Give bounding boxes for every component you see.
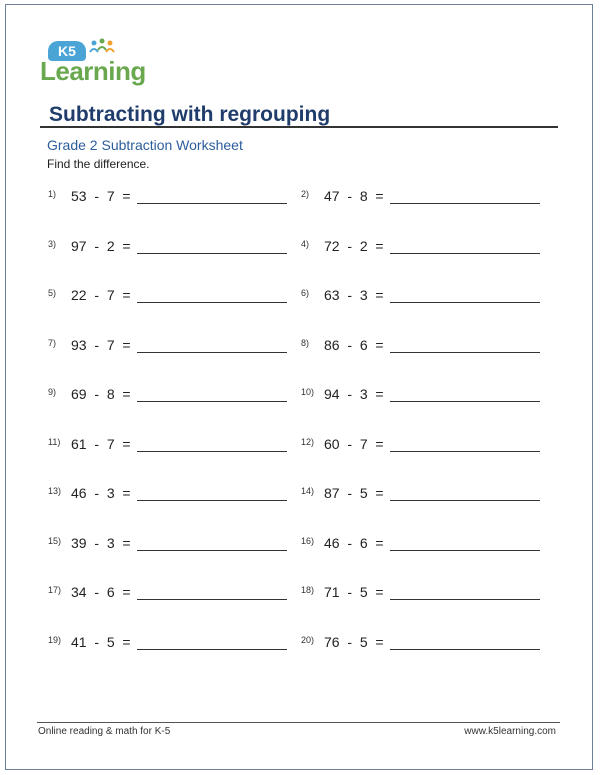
subtrahend: 2 <box>359 237 368 254</box>
equals-sign: = <box>114 336 131 353</box>
minus-sign: - <box>339 287 360 303</box>
problem-number: 4) <box>301 238 310 249</box>
problem-item <box>48 633 298 653</box>
answer-line[interactable] <box>390 203 540 204</box>
problem-number: 14) <box>301 486 315 496</box>
problem-expression <box>71 238 131 254</box>
problem-item <box>301 286 551 306</box>
minus-sign: - <box>86 287 107 303</box>
subtrahend: 3 <box>106 485 115 501</box>
minuend: 87 <box>324 485 340 501</box>
minuend: 41 <box>71 633 87 650</box>
minus-sign: - <box>86 435 107 452</box>
problem-number: 11) <box>48 436 61 447</box>
subtrahend: 5 <box>106 633 115 650</box>
subtrahend: 6 <box>359 336 368 353</box>
equals-sign: = <box>114 237 131 254</box>
equals-sign: = <box>114 633 131 650</box>
problem-expression <box>324 386 384 402</box>
problem-expression <box>71 287 131 303</box>
problem-expression <box>324 238 384 254</box>
minus-sign: - <box>339 584 360 600</box>
answer-line[interactable] <box>137 401 287 402</box>
equals-sign: = <box>114 584 131 600</box>
minuend: 72 <box>324 237 340 254</box>
minuend: 71 <box>324 584 340 600</box>
page-title: Subtracting with regrouping <box>49 103 331 126</box>
equals-sign: = <box>114 287 131 303</box>
minuend: 47 <box>324 188 340 204</box>
answer-line[interactable] <box>137 451 287 452</box>
answer-line[interactable] <box>137 649 287 650</box>
problem-number: 6) <box>301 288 310 298</box>
problem-expression <box>324 485 384 501</box>
minus-sign: - <box>339 633 360 650</box>
problem-expression <box>71 485 131 501</box>
equals-sign: = <box>114 534 131 551</box>
minus-sign: - <box>86 633 107 650</box>
answer-line[interactable] <box>137 599 287 600</box>
answer-line[interactable] <box>137 253 287 254</box>
equals-sign: = <box>367 336 384 353</box>
answer-line[interactable] <box>390 500 540 501</box>
problem-number: 13) <box>48 486 62 496</box>
equals-sign: = <box>114 386 131 402</box>
minuend: 22 <box>71 287 87 303</box>
minus-sign: - <box>339 336 360 353</box>
minuend: 97 <box>71 237 87 254</box>
problem-expression <box>71 337 131 353</box>
problem-number: 10) <box>301 387 315 397</box>
title-underline <box>40 126 558 128</box>
subtrahend: 7 <box>106 287 115 303</box>
subtrahend: 3 <box>359 386 368 402</box>
answer-line[interactable] <box>390 302 540 303</box>
problem-item <box>48 583 298 603</box>
minus-sign: - <box>86 336 107 353</box>
problem-item <box>301 187 551 207</box>
problem-item <box>48 385 298 405</box>
subtrahend: 5 <box>359 584 368 600</box>
minuend: 53 <box>71 188 87 204</box>
minuend: 69 <box>71 386 87 402</box>
minus-sign: - <box>339 534 360 551</box>
problem-item <box>48 237 298 257</box>
problem-expression <box>71 634 131 650</box>
problem-expression <box>324 634 384 650</box>
problem-number: 20) <box>301 634 315 645</box>
subtrahend: 3 <box>106 534 115 551</box>
minus-sign: - <box>86 386 107 402</box>
minus-sign: - <box>86 584 107 600</box>
subtrahend: 7 <box>106 188 115 204</box>
answer-line[interactable] <box>390 649 540 650</box>
logo-wordmark: Learning <box>40 56 146 86</box>
problem-item <box>48 435 298 455</box>
minuend: 46 <box>71 485 87 501</box>
minus-sign: - <box>86 534 107 551</box>
problem-expression <box>71 386 131 402</box>
problem-number: 17) <box>48 585 62 595</box>
subtrahend: 5 <box>359 485 368 501</box>
answer-line[interactable] <box>390 253 540 254</box>
problem-number: 5) <box>48 288 57 298</box>
equals-sign: = <box>367 584 384 600</box>
problem-item <box>301 385 551 405</box>
problem-number: 18) <box>301 585 315 595</box>
equals-sign: = <box>367 485 384 501</box>
minuend: 46 <box>324 534 340 551</box>
minus-sign: - <box>339 188 360 204</box>
problem-number: 3) <box>48 238 57 249</box>
k5-learning-logo <box>40 38 160 88</box>
problem-expression <box>71 188 131 204</box>
minuend: 61 <box>71 435 87 452</box>
subtrahend: 5 <box>359 633 368 650</box>
problem-expression <box>324 188 384 204</box>
problem-item <box>48 187 298 207</box>
answer-line[interactable] <box>390 401 540 402</box>
answer-line[interactable] <box>137 352 287 353</box>
problem-number: 19) <box>48 634 62 645</box>
answer-line[interactable] <box>390 599 540 600</box>
problem-item <box>301 633 551 653</box>
problem-number: 2) <box>301 189 310 199</box>
minuend: 94 <box>324 386 340 402</box>
subtrahend: 7 <box>106 435 115 452</box>
problem-expression <box>324 337 384 353</box>
subtrahend: 2 <box>106 237 115 254</box>
minus-sign: - <box>339 485 360 501</box>
problem-item <box>48 286 298 306</box>
worksheet-subtitle: Grade 2 Subtraction Worksheet <box>47 137 243 153</box>
equals-sign: = <box>114 435 131 452</box>
minuend: 39 <box>71 534 87 551</box>
problem-expression <box>71 535 131 551</box>
equals-sign: = <box>367 237 384 254</box>
footer-tagline: Online reading & math for K-5 <box>38 726 171 737</box>
problem-item <box>48 534 298 554</box>
problem-item <box>301 583 551 603</box>
problem-number: 9) <box>48 387 57 397</box>
problem-expression <box>71 436 131 452</box>
problem-number: 15) <box>48 535 62 546</box>
minuend: 63 <box>324 287 340 303</box>
answer-line[interactable] <box>137 203 287 204</box>
subtrahend: 7 <box>359 435 368 452</box>
problem-number: 1) <box>48 189 57 199</box>
subtrahend: 8 <box>359 188 368 204</box>
problem-number: 7) <box>48 337 57 348</box>
problem-item <box>301 435 551 455</box>
footer-divider <box>37 722 560 723</box>
answer-line[interactable] <box>390 550 540 551</box>
instructions: Find the difference. <box>47 157 150 171</box>
minuend: 86 <box>324 336 340 353</box>
minuend: 60 <box>324 435 340 452</box>
problem-expression <box>324 287 384 303</box>
minus-sign: - <box>86 237 107 254</box>
subtrahend: 7 <box>106 336 115 353</box>
problem-item <box>301 484 551 504</box>
equals-sign: = <box>367 386 384 402</box>
problem-item <box>301 336 551 356</box>
minuend: 76 <box>324 633 340 650</box>
problem-number: 12) <box>301 436 315 447</box>
equals-sign: = <box>114 485 131 501</box>
equals-sign: = <box>367 287 384 303</box>
answer-line[interactable] <box>137 500 287 501</box>
problem-number: 8) <box>301 337 310 348</box>
equals-sign: = <box>367 188 384 204</box>
problem-expression <box>324 584 384 600</box>
problem-expression <box>71 584 131 600</box>
subtrahend: 6 <box>359 534 368 551</box>
subtrahend: 6 <box>106 584 115 600</box>
answer-line[interactable] <box>390 352 540 353</box>
logo-badge: K5 <box>48 41 86 61</box>
problem-number: 16) <box>301 535 315 546</box>
equals-sign: = <box>367 435 384 452</box>
answer-line[interactable] <box>390 451 540 452</box>
problem-item <box>301 534 551 554</box>
minus-sign: - <box>86 188 107 204</box>
equals-sign: = <box>114 188 131 204</box>
minus-sign: - <box>339 435 360 452</box>
subtrahend: 8 <box>106 386 115 402</box>
problem-expression <box>324 436 384 452</box>
minuend: 34 <box>71 584 87 600</box>
minuend: 93 <box>71 336 87 353</box>
equals-sign: = <box>367 633 384 650</box>
problem-item <box>48 336 298 356</box>
minus-sign: - <box>339 237 360 254</box>
equals-sign: = <box>367 534 384 551</box>
problem-expression <box>324 535 384 551</box>
people-icon <box>88 38 120 58</box>
answer-line[interactable] <box>137 550 287 551</box>
problem-item <box>48 484 298 504</box>
minus-sign: - <box>86 485 107 501</box>
subtrahend: 3 <box>359 287 368 303</box>
answer-line[interactable] <box>137 302 287 303</box>
footer-website: www.k5learning.com <box>464 726 556 737</box>
problem-item <box>301 237 551 257</box>
minus-sign: - <box>339 386 360 402</box>
